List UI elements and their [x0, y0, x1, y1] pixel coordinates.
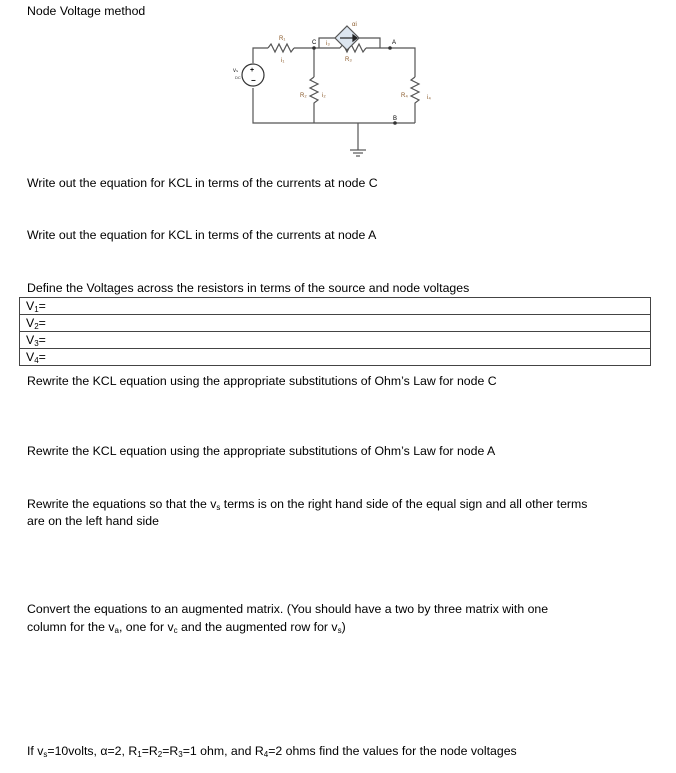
label-r4: R₄: [401, 93, 408, 99]
answer-cell-v2[interactable]: $V_2=$: [20, 315, 651, 332]
label-i2: i₂: [322, 93, 326, 99]
answer-cell-v3[interactable]: $V_3=$: [20, 332, 651, 349]
answer-cell-v4[interactable]: $V_4=$: [20, 349, 651, 366]
circuit-diagram: [230, 15, 450, 160]
node-a-dot: [388, 46, 392, 50]
question-ohm-node-a: Rewrite the KCL equation using the appropriate substitutions of Ohm’s Law for node A: [27, 444, 496, 458]
label-alpha-i: αi: [352, 22, 357, 28]
label-node-a: A: [392, 40, 397, 46]
question-augmented-matrix: Convert the equations to an augmented matrix. (You should have a two by three matrix with one: [27, 602, 549, 616]
resistor-r2: [310, 77, 318, 123]
table-row: [20, 298, 651, 315]
resistor-r4: [411, 77, 419, 123]
label-node-c: C: [312, 40, 317, 46]
label-i1: i₁: [281, 58, 285, 64]
wire: [359, 38, 380, 48]
resistor-r1: [268, 44, 294, 52]
label-i4: i₄: [427, 95, 431, 101]
wire: [366, 48, 415, 77]
question-kcl-node-a: Write out the equation for KCL in terms of the currents at node A: [27, 228, 377, 242]
label-r2: R₂: [300, 93, 307, 99]
svg-text:+: +: [250, 67, 255, 74]
table-row: [20, 332, 651, 349]
question-find-node-voltages: If $v_s=10volts$, α=2, $R_1=R_2=R_3=1$ ohm, and $R_4=2$ ohms find the values for the node voltages: [27, 744, 517, 759]
question-rearrange: Rewrite the equations so that the $v_s$ terms is on the right hand side of the equal sign and all other terms: [27, 497, 588, 512]
svg-text:−: −: [251, 76, 256, 85]
table-row: [20, 349, 651, 366]
question-rearrange-line2: are on the left hand side: [27, 514, 159, 528]
node-c-dot: [312, 46, 316, 50]
question-define-voltages: Define the Voltages across the resistors in terms of the source and node voltages: [27, 281, 470, 295]
question-kcl-node-c: Write out the equation for KCL in terms of the currents at node C: [27, 176, 378, 190]
table-row: [20, 315, 651, 332]
label-r1: R₁: [279, 36, 286, 42]
question-ohm-node-c: Rewrite the KCL equation using the appropriate substitutions of Ohm’s Law for node C: [27, 374, 497, 388]
page-title: Node Voltage method: [27, 4, 146, 18]
label-dc: DC: [235, 75, 241, 80]
question-augmented-matrix-line2: column for the $v_a$, one for $v_c$ and the augmented row for $v_s$): [27, 620, 346, 635]
label-r3: R₃: [345, 57, 352, 63]
label-node-b: B: [393, 116, 398, 122]
label-vs: vₛ: [233, 68, 239, 74]
ground-icon: [350, 150, 366, 156]
wire: [253, 48, 268, 63]
voltage-definition-table: [19, 297, 651, 366]
answer-cell-v1[interactable]: $V_1=$: [20, 298, 651, 315]
label-i3: i₃: [326, 41, 330, 47]
wire: [253, 88, 415, 123]
